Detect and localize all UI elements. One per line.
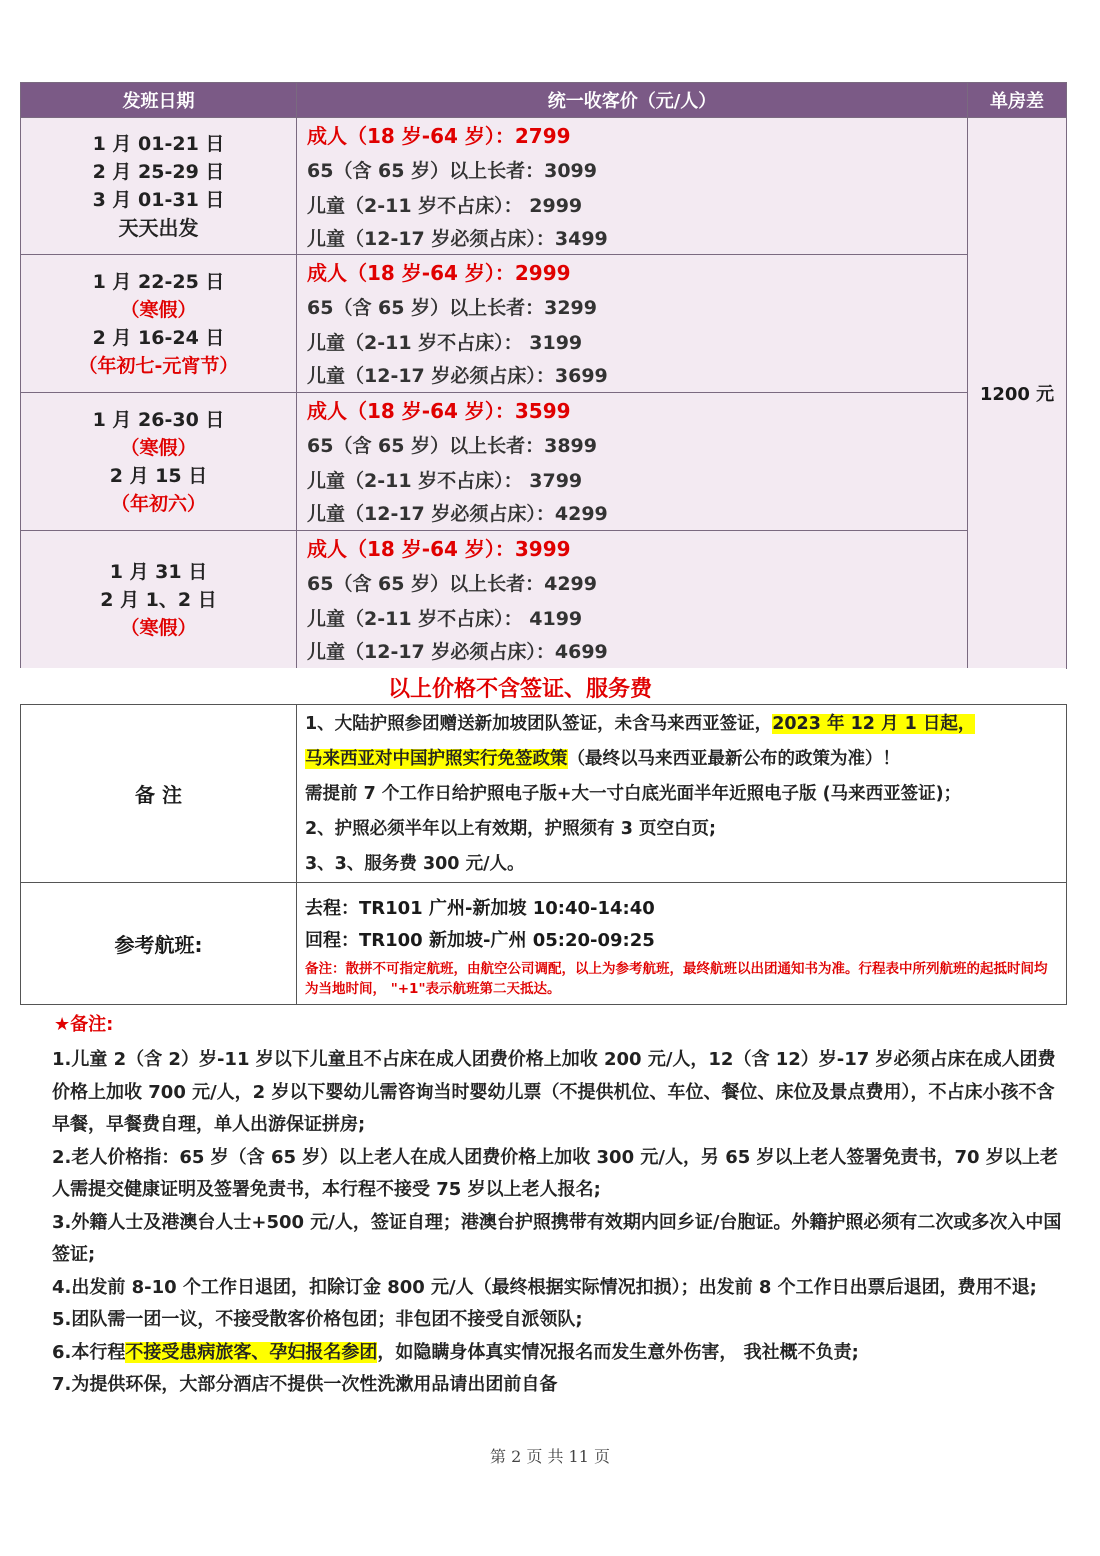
date-cell <box>21 255 297 393</box>
remark-line <box>305 707 1066 742</box>
table-row <box>21 255 1067 393</box>
table-header-row <box>21 83 1067 118</box>
remark-highlight: 2023 年 12 月 1 日起， <box>772 714 976 734</box>
senior-price: 65（含 65 岁）以上长者：3099 <box>307 159 597 182</box>
child-no-bed-price: 儿童（2-11 岁不占床）： 3199 <box>307 332 583 354</box>
senior-price: 65（含 65 岁）以上长者：3899 <box>307 435 597 457</box>
flights-label: 参考航班: <box>21 883 297 1005</box>
holiday-tag: （寒假） <box>120 436 197 459</box>
date-line: 2 月 15 日 <box>109 464 208 487</box>
note-text: 6.本行程 <box>52 1341 126 1363</box>
table-row <box>21 531 1067 669</box>
child-with-bed-price: 儿童（12-17 岁必须占床）：4299 <box>307 503 608 525</box>
holiday-tag: （年初七-元宵节） <box>78 354 239 377</box>
note-item: 5.团队需一团一议，不接受散客价格包团；非包团不接受自派领队; <box>52 1309 583 1330</box>
header-departure-date: 发班日期 <box>21 83 297 118</box>
remarks-content <box>297 705 1067 883</box>
adult-price: 成人（18 岁-64 岁）：2999 <box>307 261 571 285</box>
child-no-bed-price: 儿童（2-11 岁不占床）： 2999 <box>307 194 583 217</box>
page-number: 第 2 页 共 11 页 <box>490 1447 610 1466</box>
single-supplement-value: 1200 元 <box>968 118 1067 669</box>
date-line: 2 月 25-29 日 <box>92 161 225 183</box>
holiday-tag: （年初六） <box>110 492 206 515</box>
flight-note: 备注：散拼不可指定航班，由航空公司调配，以上为参考航班，最终航班以出团通知书为准。行程表中所列航班的起抵时间均为当地时间， "+1"表示航班第二天抵达。 <box>305 960 1048 997</box>
price-exclusion-notice: 以上价格不含签证、服务费 <box>388 677 653 702</box>
header-unified-price: 统一收客价（元/人） <box>297 83 968 118</box>
daily-departure-label: 天天出发 <box>118 216 199 240</box>
remarks-label: 备 注 <box>21 705 297 883</box>
remark-line: 2、护照必须半年以上有效期，护照须有 3 页空白页; <box>305 819 717 839</box>
date-line: 2 月 16-24 日 <box>92 326 225 349</box>
price-cell <box>297 531 968 669</box>
price-cell <box>297 393 968 531</box>
holiday-tag: （寒假） <box>120 298 197 321</box>
date-cell <box>21 393 297 531</box>
date-cell <box>21 118 297 255</box>
note-highlight: 不接受患病旅客、孕妇报名参团 <box>125 1341 378 1363</box>
remarks-row <box>21 705 1067 883</box>
notes-section <box>52 1010 1062 1402</box>
adult-price: 成人（18 岁-64 岁）：3999 <box>307 537 571 561</box>
date-line: 3 月 01-31 日 <box>92 189 225 211</box>
adult-price: 成人（18 岁-64 岁）：3599 <box>307 399 571 423</box>
flights-content <box>297 883 1067 1005</box>
table-row <box>21 118 1067 255</box>
child-with-bed-price: 儿童（12-17 岁必须占床）：4699 <box>307 641 608 663</box>
note-item: 3.外籍人士及港澳台人士+500 元/人，签证自理；港澳台护照携带有效期内回乡证/台胞证。外籍护照必须有二次或多次入中国签证; <box>52 1211 1062 1265</box>
flights-row <box>21 883 1067 1005</box>
remark-text: 1、大陆护照参团赠送新加坡团队签证，未含马来西亚签证， <box>305 714 773 734</box>
remark-line <box>305 742 1066 777</box>
holiday-tag: （寒假） <box>120 616 197 639</box>
table-row <box>21 393 1067 531</box>
senior-price: 65（含 65 岁）以上长者：3299 <box>307 297 597 319</box>
remark-line: 3、3、服务费 300 元/人。 <box>305 854 525 874</box>
date-line: 1 月 01-21 日 <box>92 133 225 155</box>
date-line: 1 月 22-25 日 <box>92 270 225 293</box>
remark-line: 需提前 7 个工作日给护照电子版+大一寸白底光面半年近照电子版 (马来西亚签证)； <box>305 784 962 804</box>
note-item: 4.出发前 8-10 个工作日退团，扣除订金 800 元/人（最终根据实际情况扣损）；出发前 8 个工作日出票后退团，费用不退; <box>52 1276 1037 1298</box>
child-no-bed-price: 儿童（2-11 岁不占床）： 4199 <box>307 608 583 630</box>
date-cell <box>21 531 297 669</box>
note-item: 2.老人价格指：65 岁（含 65 岁）以上老人在成人团费价格上加收 300 元/人，另 65 岁以上老人签署免责书，70 岁以上老人需提交健康证明及签署免责书，本行程不接受 75 岁以上老人报名; <box>52 1146 1058 1200</box>
notes-title: ★备注: <box>54 1014 114 1035</box>
remarks-table <box>20 704 1067 1005</box>
header-single-supplement: 单房差 <box>968 83 1067 118</box>
note-text: ，如隐瞒身体真实情况报名而发生意外伤害， 我社概不负责; <box>377 1341 859 1363</box>
senior-price: 65（含 65 岁）以上长者：4299 <box>307 573 597 595</box>
remark-text: （最终以马来西亚最新公布的政策为准）！ <box>567 749 900 769</box>
note-item <box>52 1337 1062 1370</box>
remark-highlight: 马来西亚对中国护照实行免签政策 <box>305 749 568 769</box>
child-with-bed-price: 儿童（12-17 岁必须占床）：3499 <box>307 227 608 250</box>
note-item: 7.为提供环保，大部分酒店不提供一次性洗漱用品请出团前自备 <box>52 1374 558 1395</box>
date-line: 1 月 26-30 日 <box>92 408 225 431</box>
date-line: 1 月 31 日 <box>109 560 208 583</box>
outbound-flight: 去程：TR101 广州-新加坡 10:40-14:40 <box>305 897 655 919</box>
price-table <box>20 82 1067 669</box>
note-item: 1.儿童 2（含 2）岁-11 岁以下儿童且不占床在成人团费价格上加收 200 元/人，12（含 12）岁-17 岁必须占床在成人团费价格上加收 700 元/人，2 岁以下婴幼儿需咨询当时婴幼儿票（不提供机位、车位、餐位、床位及景点费用），不占床小孩不含早餐，早餐费自理，单人出游保证拼房; <box>52 1049 1056 1135</box>
price-cell <box>297 118 968 255</box>
child-with-bed-price: 儿童（12-17 岁必须占床）：3699 <box>307 365 608 387</box>
child-no-bed-price: 儿童（2-11 岁不占床）： 3799 <box>307 470 583 492</box>
price-cell <box>297 255 968 393</box>
return-flight: 回程：TR100 新加坡-广州 05:20-09:25 <box>305 929 655 951</box>
adult-price: 成人（18 岁-64 岁）：2799 <box>307 123 571 148</box>
date-line: 2 月 1、2 日 <box>100 588 217 611</box>
